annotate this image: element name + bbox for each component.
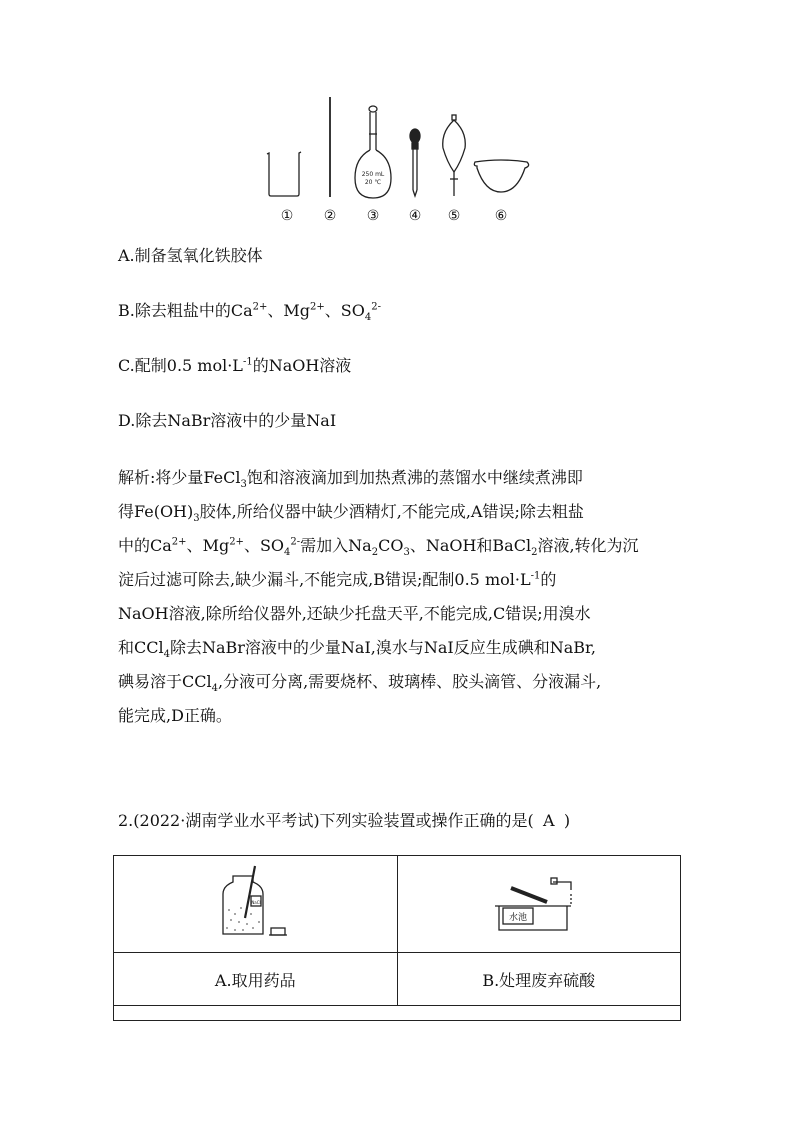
ion-ca: Ca (150, 536, 172, 555)
ion-so4-charge: 2- (371, 301, 381, 313)
analysis-text: 的 (540, 570, 557, 589)
apparatus-figure (255, 92, 545, 232)
ion-mg-charge: 2+ (310, 301, 325, 313)
analysis-line (118, 495, 680, 529)
analysis-text: CO (378, 536, 404, 555)
question-2-text: 2.(2022·湖南学业水平考试)下列实验装置或操作正确的是( (118, 811, 534, 830)
ion-so4-charge: 2- (290, 536, 301, 548)
option-b (118, 300, 381, 322)
superscript: -1 (530, 570, 541, 582)
separatory-funnel-drawing (443, 115, 466, 196)
table-cell-b-image (397, 856, 681, 953)
ion-so4-sub: 4 (364, 312, 372, 324)
option-c (118, 355, 351, 377)
subscript: 4 (163, 649, 170, 661)
separator: 、 (243, 536, 260, 555)
sink-label: 水池 (508, 913, 527, 923)
subscript: 2 (531, 547, 538, 559)
analysis-line (118, 631, 680, 665)
bottle-label: NaCl (251, 900, 261, 905)
figure-number-4: ④ (408, 208, 422, 224)
table-cell-a-image (114, 856, 398, 953)
evaporating-dish-drawing (474, 160, 528, 192)
ion-ca-charge: 2+ (252, 301, 268, 313)
ion-so4: SO (340, 301, 365, 320)
analysis-text: 碘易溶于CCl (118, 672, 212, 691)
question-2-answer: A (543, 811, 555, 830)
flask-volume-label: 250 mL (361, 171, 385, 178)
separator: 、 (267, 301, 284, 320)
separator: 、 (324, 301, 341, 320)
sink-drawing (489, 862, 589, 942)
analysis-text: 得Fe(OH) (118, 502, 194, 521)
options-table (113, 855, 681, 1021)
ion-mg-charge: 2+ (229, 536, 244, 548)
figure-number-1: ① (280, 208, 294, 224)
table-cell-a-label: A.取用药品 (114, 953, 398, 1006)
beaker-drawing (267, 152, 301, 196)
table-image-row (114, 856, 681, 953)
subscript: 4 (211, 683, 218, 695)
analysis-text: 中的 (118, 536, 151, 555)
table-cell-b-label: B.处理废弃硫酸 (397, 953, 681, 1006)
ion-mg: Mg (283, 301, 311, 320)
subscript: 3 (240, 479, 247, 491)
subscript: 3 (403, 547, 410, 559)
analysis-text: 饱和溶液滴加到加热煮沸的蒸馏水中继续煮沸即 (246, 468, 583, 487)
figure-number-2: ② (323, 208, 337, 224)
analysis-line (118, 563, 680, 597)
ion-mg: Mg (202, 536, 230, 555)
analysis-text: 除去NaBr溶液中的少量NaI,溴水与NaI反应生成碘和NaBr, (169, 638, 597, 657)
ion-so4: SO (259, 536, 285, 555)
analysis-paragraph (118, 461, 680, 733)
analysis-text: 和CCl (118, 638, 164, 657)
analysis-text: 溶液,转化为沉 (537, 536, 639, 555)
option-c-suffix: 的NaOH溶液 (252, 356, 352, 375)
analysis-line: 能完成,D正确。 (118, 706, 232, 725)
option-a: A.制备氢氧化铁胶体 (118, 246, 263, 265)
analysis-line (118, 529, 680, 563)
analysis-text: 解析:将少量FeCl (118, 468, 241, 487)
question-2-close: ) (563, 811, 571, 830)
figure-number-6: ⑥ (494, 208, 508, 224)
analysis-line (118, 461, 680, 495)
option-b-text: B.除去粗盐中的 (118, 301, 231, 320)
reagent-bottle-drawing (215, 862, 295, 942)
ion-so4-sub: 4 (284, 547, 291, 559)
analysis-line: NaOH溶液,除所给仪器外,还缺少托盘天平,不能完成,C错误;用溴水 (118, 604, 591, 623)
table-empty-cell (114, 1006, 681, 1021)
option-c-exponent: -1 (242, 356, 253, 368)
flask-temp-label: 20 ℃ (364, 179, 382, 186)
analysis-line (118, 665, 680, 699)
dropper-drawing (410, 129, 420, 196)
subscript: 2 (371, 547, 379, 559)
analysis-text: 淀后过滤可除去,缺少漏斗,不能完成,B错误;配制0.5 mol·L (118, 570, 531, 589)
figure-number-3: ③ (366, 208, 380, 224)
table-empty-row (114, 1006, 681, 1021)
option-c-concentration: 0.5 mol·L (166, 356, 243, 375)
analysis-text: 需加入Na (300, 536, 372, 555)
analysis-text: 胶体,所给仪器中缺少酒精灯,不能完成,A错误;除去粗盐 (199, 502, 584, 521)
subscript: 3 (193, 513, 200, 525)
ion-ca-charge: 2+ (171, 536, 187, 548)
separator: 、 (186, 536, 203, 555)
analysis-text: ,分液可分离,需要烧杯、玻璃棒、胶头滴管、分液漏斗, (217, 672, 602, 691)
question-2 (118, 810, 570, 832)
figure-number-5: ⑤ (447, 208, 461, 224)
option-d: D.除去NaBr溶液中的少量NaI (118, 411, 337, 430)
ion-ca: Ca (230, 301, 253, 320)
option-c-prefix: C.配制 (118, 356, 167, 375)
analysis-text: 、NaOH和BaCl (409, 536, 532, 555)
table-label-row (114, 953, 681, 1006)
